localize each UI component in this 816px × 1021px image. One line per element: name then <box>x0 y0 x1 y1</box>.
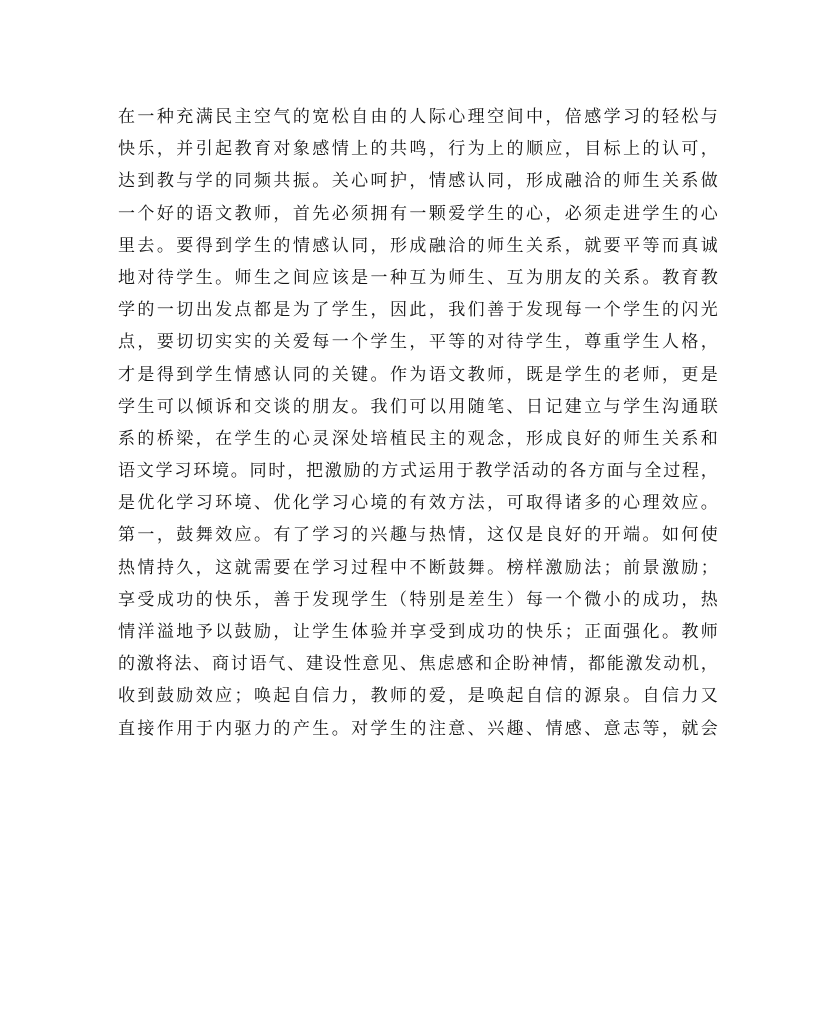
text-line: 才是得到学生情感认同的关键。作为语文教师，既是学生的老师，更是 <box>118 364 718 385</box>
text-line: 享受成功的快乐，善于发现学生（特别是差生）每一个微小的成功，热 <box>118 589 718 610</box>
text-line: 点，要切切实实的关爱每一个学生，平等的对待学生，尊重学生人格， <box>118 332 718 353</box>
text-line: 快乐，并引起教育对象感情上的共鸣，行为上的顺应，目标上的认可， <box>118 139 718 160</box>
text-line: 系的桥梁，在学生的心灵深处培植民主的观念，形成良好的师生关系和 <box>118 428 718 449</box>
text-line: 地对待学生。师生之间应该是一种互为师生、互为朋友的关系。教育教 <box>118 267 718 288</box>
text-line: 收到鼓励效应；唤起自信力，教师的爱，是唤起自信的源泉。自信力又 <box>118 686 718 707</box>
text-line: 达到教与学的同频共振。关心呵护，情感认同，形成融洽的师生关系做 <box>118 171 718 192</box>
text-line: 里去。要得到学生的情感认同，形成融洽的师生关系，就要平等而真诚 <box>118 235 718 256</box>
text-line: 一个好的语文教师，首先必须拥有一颗爱学生的心，必须走进学生的心 <box>118 203 718 224</box>
text-line: 情洋溢地予以鼓励，让学生体验并享受到成功的快乐；正面强化。教师 <box>118 622 718 642</box>
text-line: 学的一切出发点都是为了学生，因此，我们善于发现每一个学生的闪光 <box>118 300 718 321</box>
text-line: 语文学习环境。同时，把激励的方式运用于教学活动的各方面与全过程， <box>118 461 718 482</box>
text-line: 的激将法、商讨语气、建设性意见、焦虑感和企盼神情，都能激发动机， <box>118 654 718 675</box>
text-line: 学生可以倾诉和交谈的朋友。我们可以用随笔、日记建立与学生沟通联 <box>118 396 718 417</box>
text-line: 在一种充满民主空气的宽松自由的人际心理空间中，倍感学习的轻松与 <box>118 107 718 127</box>
text-line: 直接作用于内驱力的产生。对学生的注意、兴趣、情感、意志等，就会 <box>118 718 718 739</box>
text-line: 第一，鼓舞效应。有了学习的兴趣与热情，这仅是良好的开端。如何使 <box>118 525 718 546</box>
text-line: 是优化学习环境、优化学习心境的有效方法，可取得诸多的心理效应。 <box>118 493 718 514</box>
body-text <box>118 101 718 745</box>
text-line: 热情持久，这就需要在学习过程中不断鼓舞。榜样激励法；前景激励； <box>118 557 718 578</box>
